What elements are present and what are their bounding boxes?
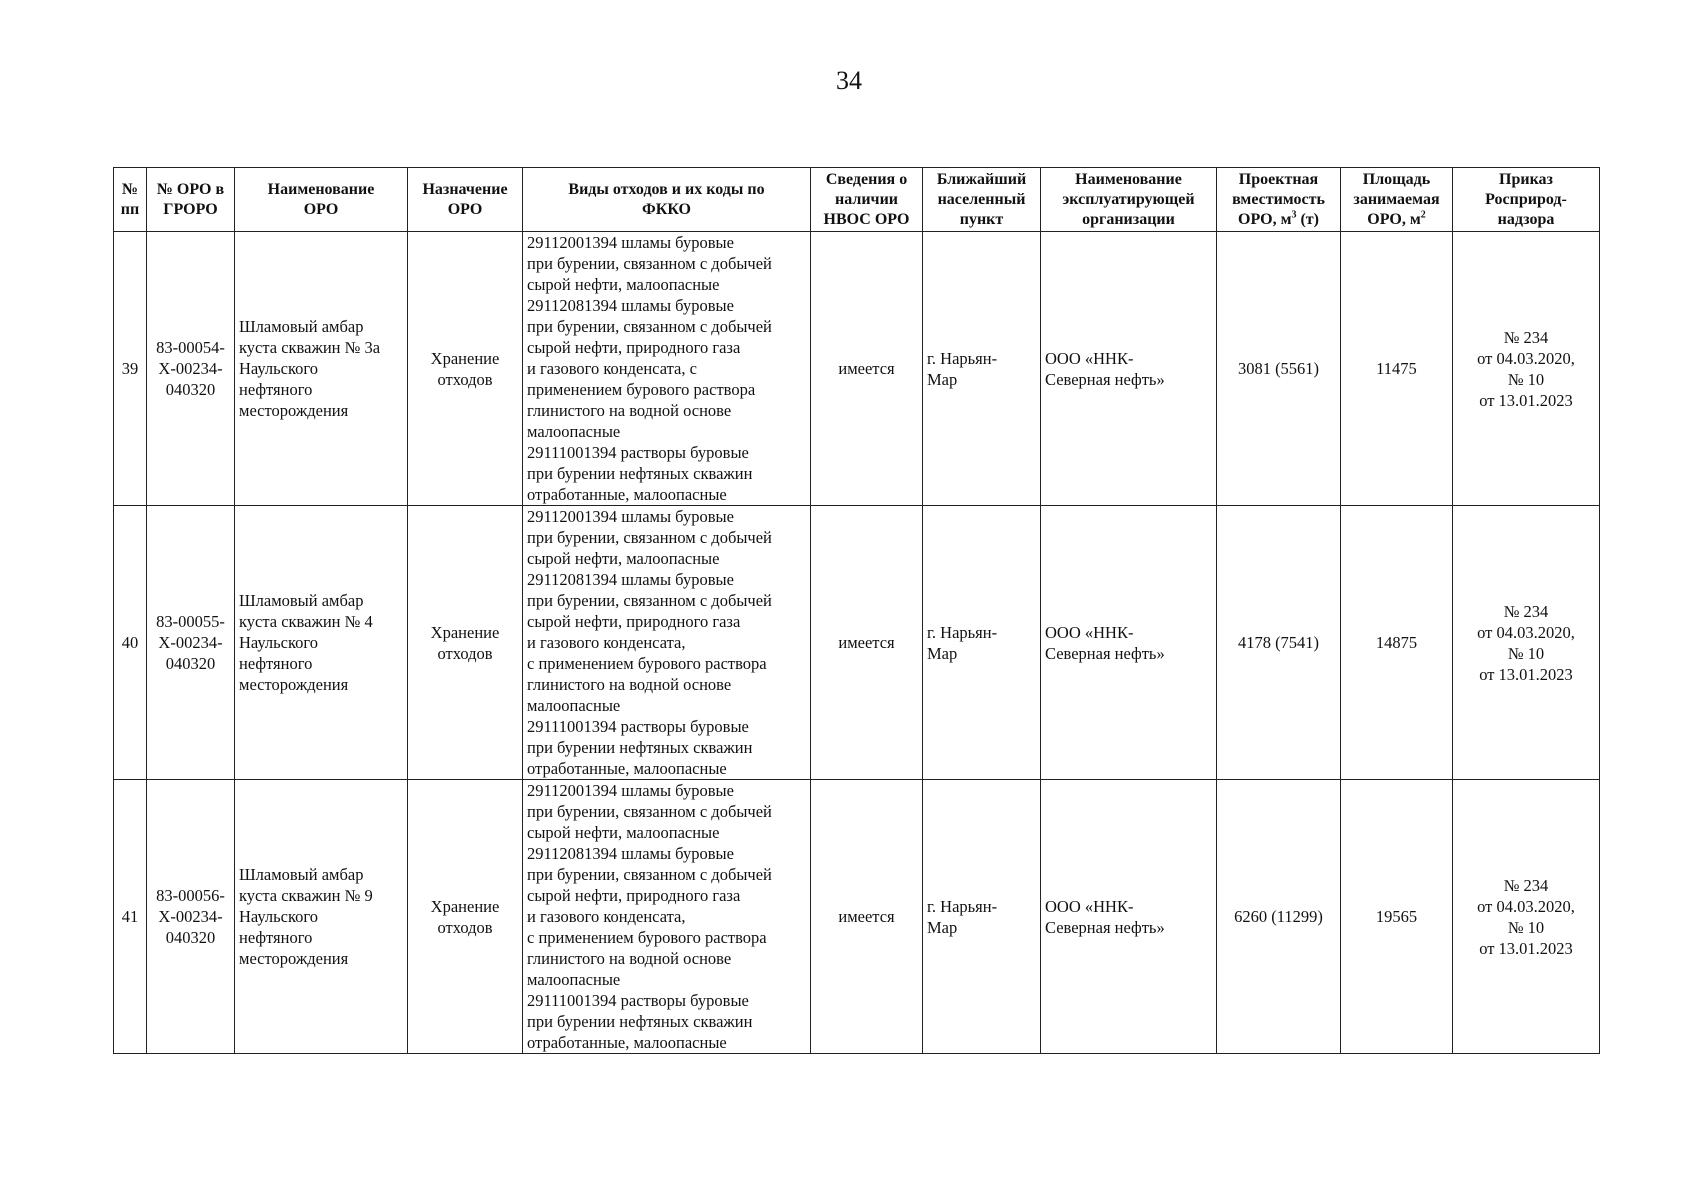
rosprirodnadzor-order: № 234 от 04.03.2020, № 10 от 13.01.2023 [1453, 506, 1600, 780]
header-nvos: Сведения о наличии НВОС ОРО [811, 168, 923, 232]
occupied-area: 11475 [1341, 232, 1453, 506]
operating-organization: ООО «ННК- Северная нефть» [1041, 780, 1217, 1054]
row-number: 40 [114, 506, 147, 780]
table-row [114, 506, 1600, 780]
header-num: № пп [114, 168, 147, 232]
header-organization: Наименование эксплуатирующей организации [1041, 168, 1217, 232]
operating-organization: ООО «ННК- Северная нефть» [1041, 232, 1217, 506]
header-locality: Ближайший населенный пункт [923, 168, 1041, 232]
facility-purpose: Хранение отходов [408, 780, 523, 1054]
groro-id: 83-00056- Х-00234- 040320 [147, 780, 235, 1054]
row-number: 41 [114, 780, 147, 1054]
page-number: 34 [836, 66, 862, 95]
rosprirodnadzor-order: № 234 от 04.03.2020, № 10 от 13.01.2023 [1453, 780, 1600, 1054]
nvos-status: имеется [811, 506, 923, 780]
facility-purpose: Хранение отходов [408, 232, 523, 506]
header-waste-types: Виды отходов и их коды по ФККО [523, 168, 811, 232]
facility-purpose: Хранение отходов [408, 506, 523, 780]
header-order: Приказ Росприрод- надзора [1453, 168, 1600, 232]
nearest-locality: г. Нарьян- Мар [923, 780, 1041, 1054]
header-purpose: Назначение ОРО [408, 168, 523, 232]
row-number: 39 [114, 232, 147, 506]
occupied-area: 14875 [1341, 506, 1453, 780]
waste-types: 29112001394 шламы буровые при бурении, связанном с добычей сырой нефти, малоопасные 29112081394 шламы буровые при бурении, связанном с добычей сырой нефти, природного газа и газового конденсата, с применением бурового раствора глинистого на водной основе малоопасные 29111001394 растворы буровые при бурении нефтяных скважин отработанные, малоопасные [523, 780, 811, 1054]
design-capacity: 4178 (7541) [1217, 506, 1341, 780]
header-groro-id: № ОРО в ГРОРО [147, 168, 235, 232]
facility-name: Шламовый амбар куста скважин № 9 Наульского нефтяного месторождения [235, 780, 408, 1054]
occupied-area: 19565 [1341, 780, 1453, 1054]
facility-name: Шламовый амбар куста скважин № 4 Наульского нефтяного месторождения [235, 506, 408, 780]
groro-id: 83-00054- Х-00234- 040320 [147, 232, 235, 506]
nearest-locality: г. Нарьян- Мар [923, 506, 1041, 780]
rosprirodnadzor-order: № 234 от 04.03.2020, № 10 от 13.01.2023 [1453, 232, 1600, 506]
nvos-status: имеется [811, 232, 923, 506]
table-row [114, 780, 1600, 1054]
design-capacity: 6260 (11299) [1217, 780, 1341, 1054]
table-header-row [114, 168, 1600, 232]
nvos-status: имеется [811, 780, 923, 1054]
table-row [114, 232, 1600, 506]
header-area: Площадь занимаемая ОРО, $м^2$ [1341, 168, 1453, 232]
waste-types: 29112001394 шламы буровые при бурении, связанном с добычей сырой нефти, малоопасные 29112081394 шламы буровые при бурении, связанном с добычей сырой нефти, природного газа и газового конденсата, с применением бурового раствора глинистого на водной основе малоопасные 29111001394 растворы буровые при бурении нефтяных скважин отработанные, малоопасные [523, 506, 811, 780]
design-capacity: 3081 (5561) [1217, 232, 1341, 506]
operating-organization: ООО «ННК- Северная нефть» [1041, 506, 1217, 780]
groro-id: 83-00055- Х-00234- 040320 [147, 506, 235, 780]
waste-facility-registry-table [113, 167, 1600, 1054]
header-facility-name: Наименование ОРО [235, 168, 408, 232]
facility-name: Шламовый амбар куста скважин № 3а Наульского нефтяного месторождения [235, 232, 408, 506]
waste-types: 29112001394 шламы буровые при бурении, связанном с добычей сырой нефти, малоопасные 29112081394 шламы буровые при бурении, связанном с добычей сырой нефти, природного газа и газового конденсата, с применением бурового раствора глинистого на водной основе малоопасные 29111001394 растворы буровые при бурении нефтяных скважин отработанные, малоопасные [523, 232, 811, 506]
header-capacity: Проектная вместимость ОРО, $м^3$ (т) [1217, 168, 1341, 232]
nearest-locality: г. Нарьян- Мар [923, 232, 1041, 506]
